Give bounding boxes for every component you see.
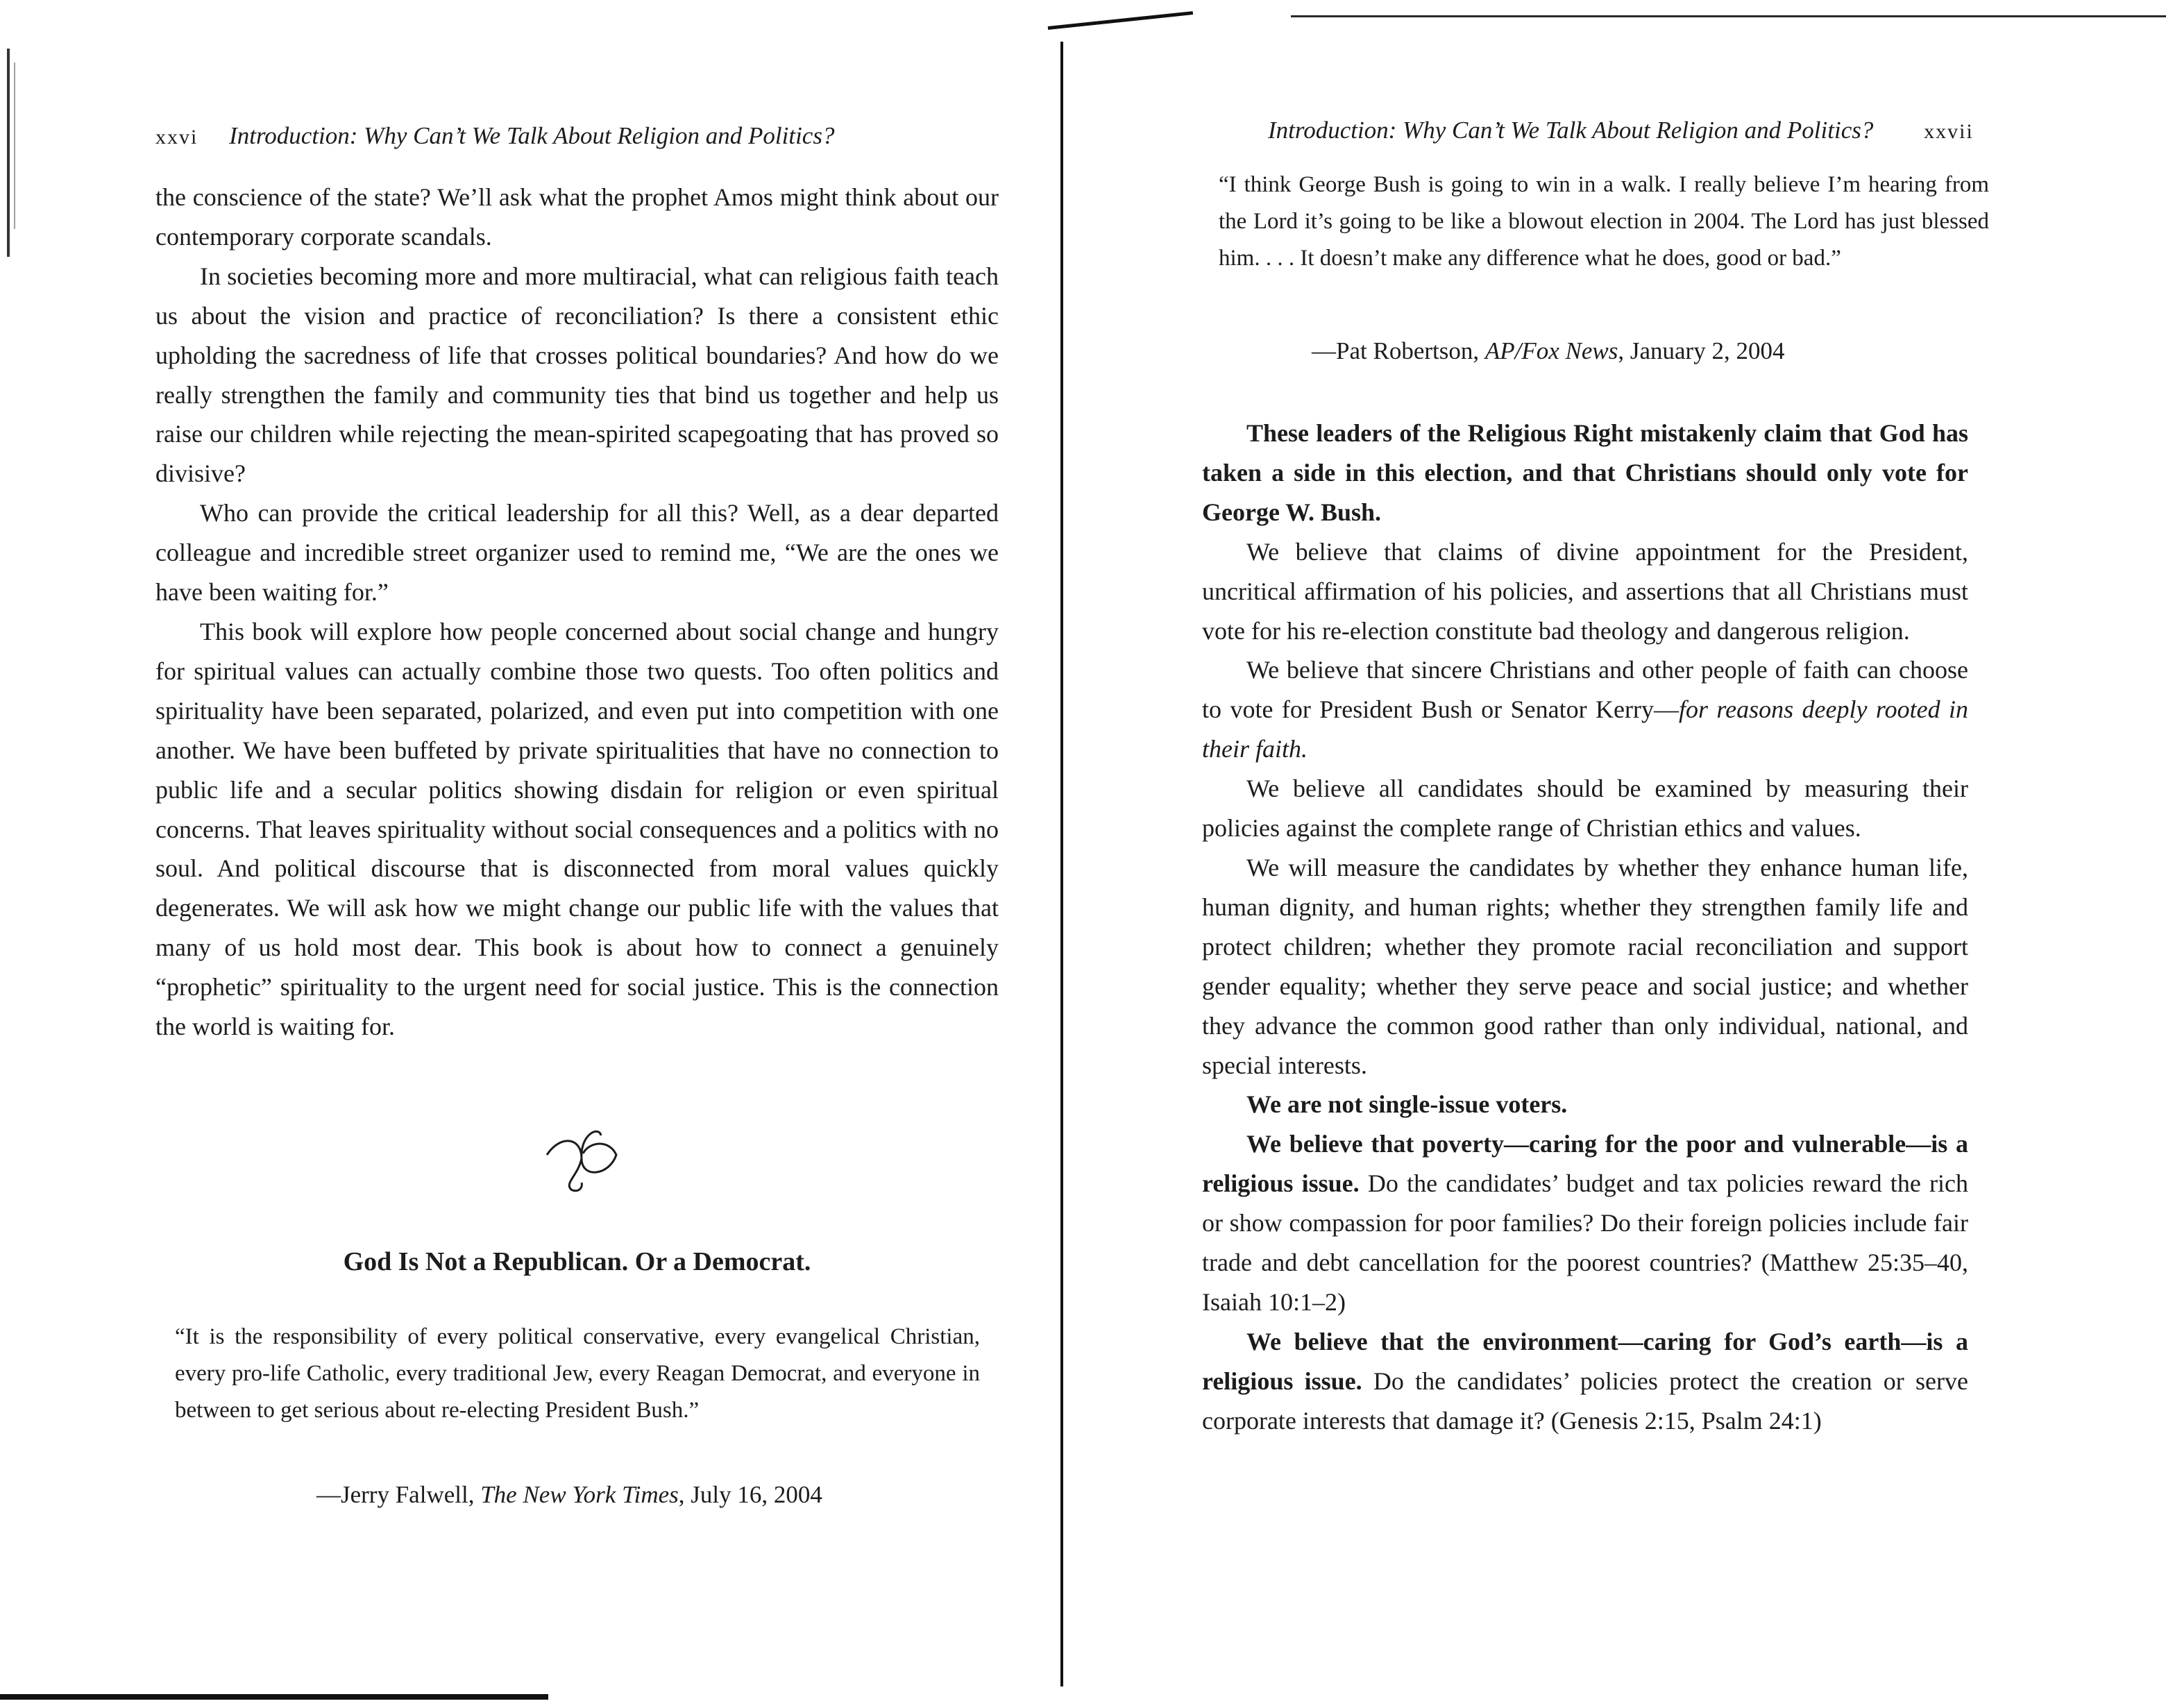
left-page [0,0,1055,1708]
right-poverty-paragraph [1202,1124,1968,1322]
right-paragraph-2-text: We believe that sincere Christians and other people of faith can choose to vote for President Bush or Senator Kerry— [1202,656,1968,724]
right-environment-paragraph [1202,1322,1968,1441]
section-title: God Is Not a Republican. Or a Democrat. [343,1247,811,1276]
right-attribution-source: AP/Fox News [1484,337,1618,364]
right-folio: xxvii [1924,120,1974,143]
left-folio: xxvi [155,126,198,149]
section-ornament [540,1120,623,1197]
left-paragraph-3: Who can provide the critical leadership for all this? Well, as a dear departed colleague and incredible street organizer used to remind me, “We are the ones we have been waiting for.” [155,499,999,607]
right-running-head-title: Introduction: Why Can’t We Talk About Religion and Politics? [1268,117,1874,144]
right-attribution-author: —Pat Robertson, [1312,337,1485,364]
right-body-text [1202,414,1968,1441]
left-body-text [155,178,999,1047]
right-poverty-rest: Do the candidates’ budget and tax policies reward the rich or show compassion for poor families? Do their foreign policies include fair trade and debt cancellation for the poorest countries? (Matthew 25:35–40, Isaiah 10:1–2) [1202,1169,1968,1316]
left-attribution-source: The New York Times [480,1481,679,1508]
left-paragraph-2: In societies becoming more and more multiracial, what can religious faith teach us about the vision and practice of reconciliation? Is there a consistent ethic upholding the sacredness of life that crosses political boundaries? And how do we really strengthen the family and community ties that bind us together and help us raise our children while rejecting the mean-spirited scapegoating that has proved so divisive? [155,262,999,488]
left-attribution-date: , July 16, 2004 [678,1481,822,1508]
right-single-issue: We are not single-issue voters. [1246,1090,1568,1119]
scan-gutter-line [1060,42,1063,1686]
right-environment-bold: We believe that the environment—caring for God’s earth—is a religious issue. [1202,1327,1968,1395]
right-running-head [1268,117,2129,144]
left-epigraph: “It is the responsibility of every political conservative, every evangelical Christian, every pro-life Catholic, every traditional Jew, every Reagan Democrat, and everyone in between to get serious about re-electing President Bush.” [175,1324,980,1423]
right-environment-rest: Do the candidates’ policies protect the creation or serve corporate interests that damage it? (Genesis 2:15, Psalm 24:1) [1202,1367,1968,1435]
left-paragraph-4: This book will explore how people concerned about social change and hungry for spiritual values can actually combine those two quests. Too often politics and spirituality have been separated, polarized, and even put into competition with one another. We have been buffeted by private spiritualities that have no connection to public life and a secular politics showing disdain for religion or even spiritual concerns. That leaves spirituality without social consequences and a politics with no soul. And political discourse that is disconnected from moral values quickly degenerates. We will ask how we might change our public life with the values that many of us hold most dear. This book is about how to connect a genuinely “prophetic” spirituality to the urgent need for social justice. This is the connection the world is waiting for. [155,617,999,1041]
right-paragraph-2-italic: for reasons deeply rooted in their faith. [1202,695,1969,763]
right-page [1069,0,2166,1708]
right-epigraph: “I think George Bush is going to win in a walk. I really believe I’m hearing from the Lord it’s going to be like a blowout election in 2004. The Lord has just blessed him. . . . It doesn’t make any difference what he does, good or bad.” [1219,172,1989,271]
right-paragraph-1: We believe that claims of divine appointment for the President, uncritical affirmation of his policies, and assertions that all Christians must vote for his re-election constitute bad theology and dangerous religion. [1202,537,1968,645]
right-attribution [1312,337,1784,365]
left-attribution-author: —Jerry Falwell, [316,1481,481,1508]
right-claim-bold: These leaders of the Religious Right mistakenly claim that God has taken a side in this election, and that Christians should only vote for George W. Bush. [1202,419,1968,526]
right-paragraph-2 [1202,650,1968,769]
left-running-head [155,122,1016,150]
right-paragraph-4: We will measure the candidates by whether they enhance human life, human dignity, and human rights; whether they strengthen family life and protect children; whether they promote racial reconciliation and support gender equality; whether they serve peace and social justice; and whether they advance the common good rather than only individual, national, and special interests. [1202,853,1968,1079]
left-running-head-title: Introduction: Why Can’t We Talk About Religion and Politics? [229,122,835,149]
right-attribution-date: , January 2, 2004 [1618,337,1785,364]
right-poverty-bold: We believe that poverty—caring for the poor and vulnerable—is a religious issue. [1202,1130,1968,1198]
left-paragraph-1: the conscience of the state? We’ll ask what the prophet Amos might think about our contemporary corporate scandals. [155,183,999,251]
right-paragraph-3: We believe all candidates should be examined by measuring their policies against the complete range of Christian ethics and values. [1202,775,1968,843]
left-attribution [316,1481,822,1509]
